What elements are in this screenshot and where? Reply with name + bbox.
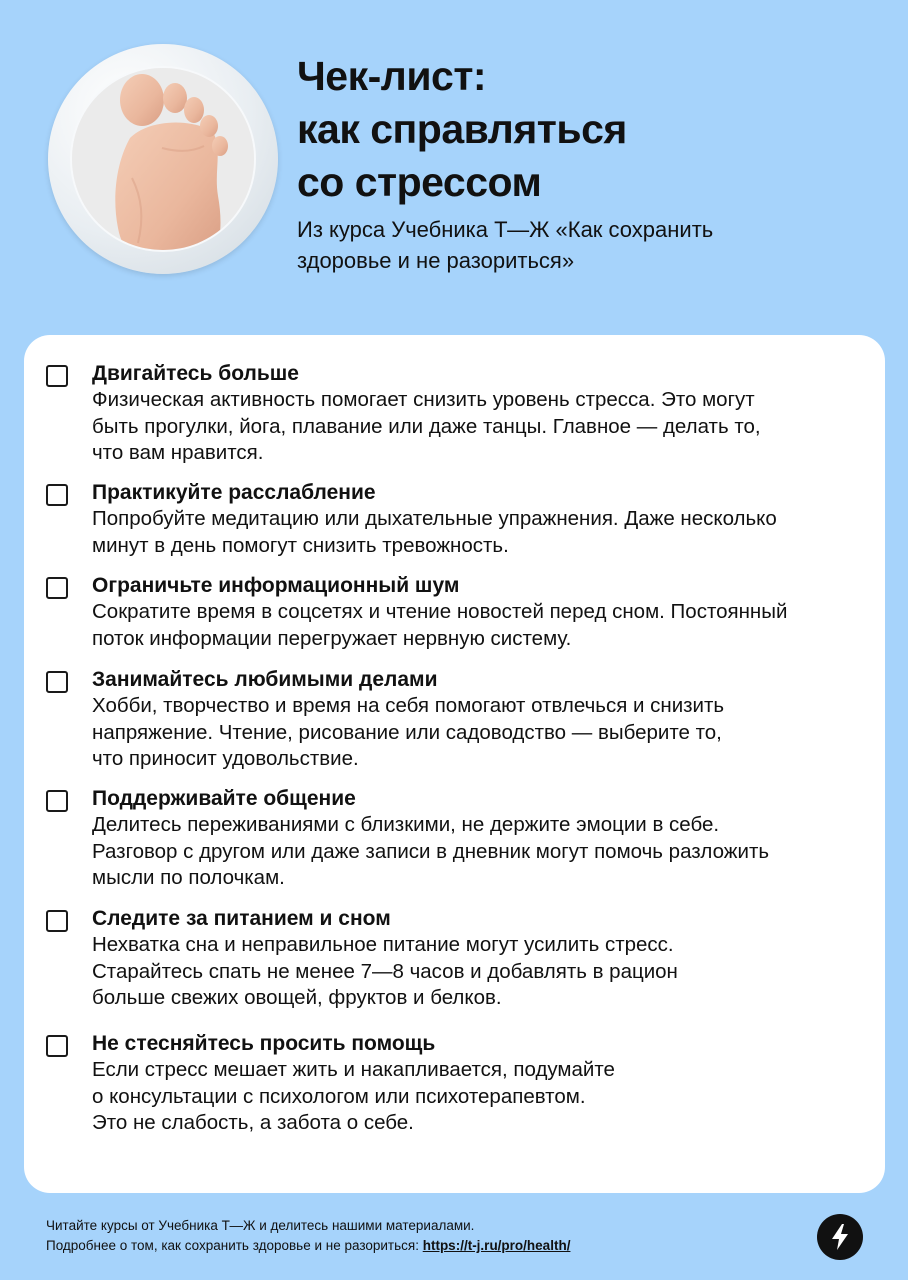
body-line: мысли по полочкам.	[92, 866, 285, 889]
body-line: Если стресс мешает жить и накапливается, подумайте	[92, 1058, 615, 1081]
checkbox-icon[interactable]	[46, 365, 68, 387]
foot-photo	[70, 66, 256, 252]
checklist-item-title: Поддерживайте общение	[92, 787, 356, 810]
checklist-item-body	[92, 932, 872, 1012]
checkbox-icon[interactable]	[46, 910, 68, 932]
checklist-item-text	[92, 667, 872, 773]
checklist-item-text	[92, 1031, 872, 1137]
lightning-logo-icon	[817, 1214, 863, 1260]
checkbox-icon[interactable]	[46, 671, 68, 693]
checkbox-icon[interactable]	[46, 484, 68, 506]
body-line: больше свежих овощей, фруктов и белков.	[92, 986, 502, 1009]
body-line: Нехватка сна и неправильное питание могут усилить стресс.	[92, 933, 674, 956]
title-line: как справляться	[297, 106, 627, 152]
footer	[46, 1216, 786, 1256]
body-line: что вам нравится.	[92, 441, 264, 464]
checklist-item-body	[92, 506, 872, 559]
checklist-card	[24, 335, 885, 1193]
body-line: Физическая активность помогает снизить уровень стресса. Это могут	[92, 388, 755, 411]
footer-prefix: Подробнее о том, как сохранить здоровье и не разориться:	[46, 1238, 423, 1253]
checklist-item-text	[92, 573, 872, 652]
checklist-item-title: Занимайтесь любимыми делами	[92, 668, 438, 691]
checklist-item-title: Не стесняйтесь просить помощь	[92, 1032, 436, 1055]
checklist-item-text	[92, 361, 872, 467]
page-subtitle	[297, 214, 877, 276]
body-line: Сократите время в соцсетях и чтение новостей перед сном. Постоянный	[92, 600, 788, 623]
checklist-item-title: Двигайтесь больше	[92, 362, 299, 385]
body-line: быть прогулки, йога, плавание или даже танцы. Главное — делать то,	[92, 414, 761, 438]
body-line: Хобби, творчество и время на себя помогают отвлечься и снизить	[92, 694, 725, 717]
checklist-item-body	[92, 693, 872, 773]
checklist-item-body	[92, 599, 872, 652]
body-line: поток информации перегружает нервную систему.	[92, 626, 572, 650]
title-line: Чек-лист:	[297, 53, 487, 99]
checklist-item-title: Следите за питанием и сном	[92, 907, 391, 930]
foot-illustration-icon	[72, 68, 256, 252]
checklist-item-text	[92, 480, 872, 559]
checklist-item-body	[92, 387, 872, 467]
checkbox-icon[interactable]	[46, 1035, 68, 1057]
page-title	[297, 50, 877, 209]
body-line: что приносит удовольствие.	[92, 747, 359, 770]
title-line: со стрессом	[297, 159, 542, 205]
checkbox-icon[interactable]	[46, 577, 68, 599]
checklist-item-text	[92, 906, 872, 1012]
body-line: минут в день помогут снизить тревожность.	[92, 533, 509, 557]
checklist-item-body	[92, 812, 872, 892]
lightning-glyph-icon	[817, 1214, 863, 1260]
foot-photo-frame	[48, 44, 278, 274]
body-line: Разговор с другом или даже записи в дневник могут помочь разложить	[92, 839, 770, 863]
checklist-item-text	[92, 786, 872, 892]
checklist-item-title: Практикуйте расслабление	[92, 481, 376, 504]
body-line: о консультации с психологом или психотерапевтом.	[92, 1084, 586, 1108]
body-line: Делитесь переживаниями с близкими, не держите эмоции в себе.	[92, 813, 720, 836]
checklist-item-title: Ограничьте информационный шум	[92, 574, 460, 597]
body-line: Старайтесь спать не менее 7—8 часов и добавлять в рацион	[92, 959, 678, 983]
subtitle-line: Из курса Учебника Т—Ж «Как сохранить	[297, 217, 714, 242]
checkbox-icon[interactable]	[46, 790, 68, 812]
body-line: Это не слабость, а забота о себе.	[92, 1111, 414, 1134]
body-line: Попробуйте медитацию или дыхательные упражнения. Даже несколько	[92, 507, 777, 530]
checklist-item-body	[92, 1057, 872, 1137]
health-course-link[interactable]: https://t-j.ru/pro/health/	[422, 1238, 571, 1253]
footer-line: Читайте курсы от Учебника Т—Ж и делитесь нашими материалами.	[46, 1218, 475, 1233]
subtitle-line: здоровье и не разориться»	[297, 248, 575, 273]
footer-line	[46, 1236, 786, 1256]
body-line: напряжение. Чтение, рисование или садоводство — выберите то,	[92, 720, 722, 744]
